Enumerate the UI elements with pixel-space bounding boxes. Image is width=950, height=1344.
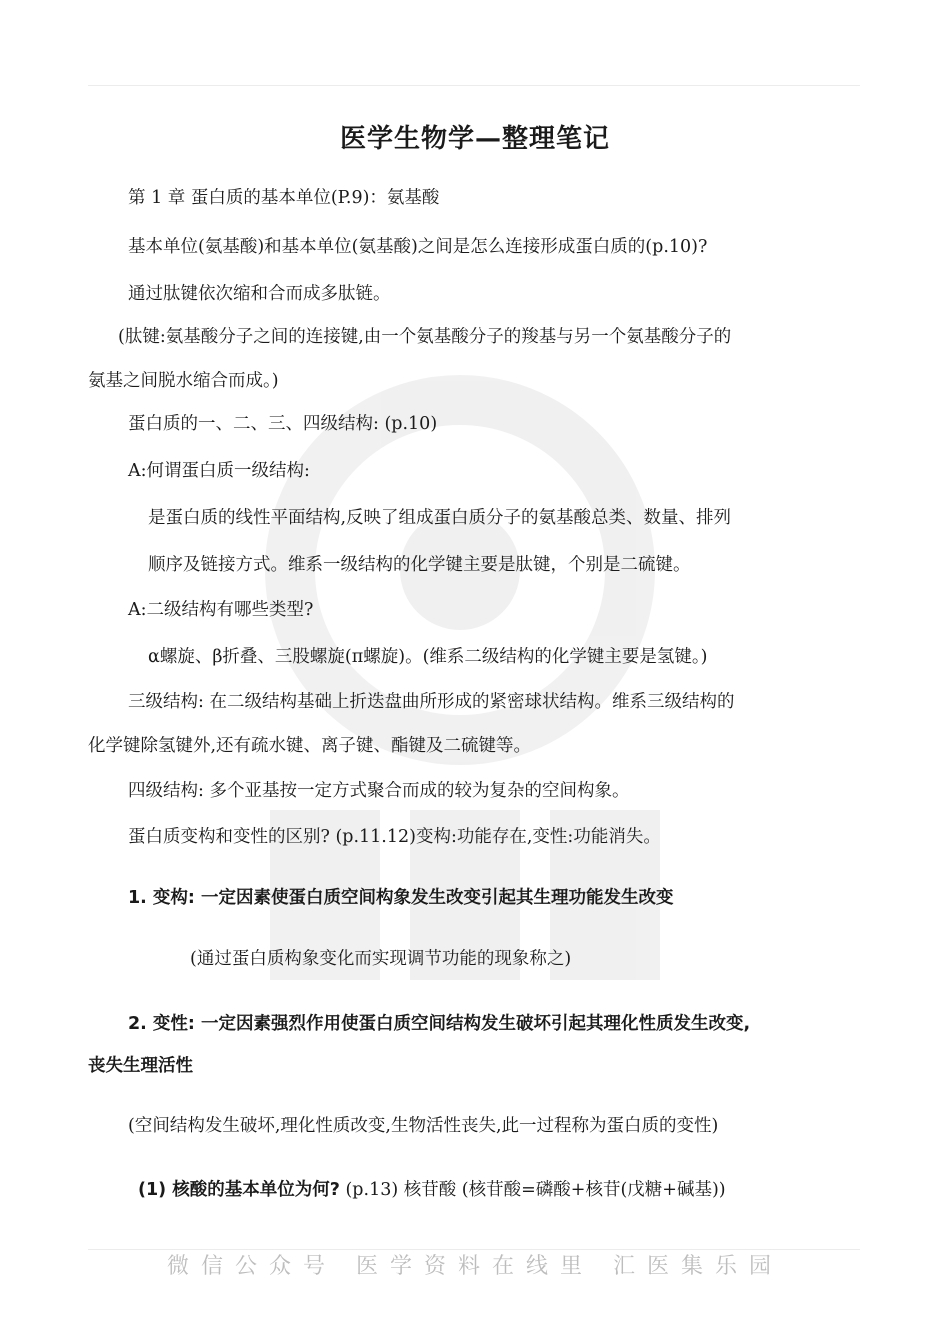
question: A:何谓蛋白质一级结构: [128, 461, 310, 481]
paragraph: 三级结构: 在二级结构基础上折迭盘曲所形成的紧密球状结构。维系三级结构的 [128, 692, 735, 712]
paragraph: 是蛋白质的线性平面结构,反映了组成蛋白质分子的氨基酸总类、数量、排列 [148, 508, 732, 528]
page-title: 医学生物学—整理笔记 [339, 124, 610, 154]
paragraph: 基本单位(氨基酸)和基本单位(氨基酸)之间是怎么连接形成蛋白质的(p.10)? [128, 237, 708, 257]
paragraph: (通过蛋白质构象变化而实现调节功能的现象称之) [190, 949, 572, 969]
paragraph: 顺序及链接方式。维系一级结构的化学键主要是肽键，个别是二硫键。 [148, 555, 691, 575]
paragraph: (空间结构发生破坏,理化性质改变,生物活性丧失,此一过程称为蛋白质的变性) [128, 1116, 719, 1136]
chapter-heading: 第 1 章 蛋白质的基本单位(P.9)：氨基酸 [128, 188, 440, 208]
question-bold: (1) 核酸的基本单位为何? [138, 1180, 340, 1200]
top-rule [88, 85, 860, 86]
bold-heading: 1. 变构: 一定因素使蛋白质空间构象发生改变引起其生理功能发生改变 [128, 888, 674, 908]
paragraph: 化学键除氢键外,还有疏水键、离子键、酯键及二硫键等。 [88, 736, 532, 756]
paragraph: 通过肽键依次缩和合而成多肽链。 [128, 284, 391, 304]
paragraph: 四级结构: 多个亚基按一定方式聚合而成的较为复杂的空间构象。 [128, 781, 630, 801]
footer-text: 微信公众号 医学资料在线里 汇医集乐园 [167, 1254, 783, 1279]
paragraph: (肽键:氨基酸分子之间的连接键,由一个氨基酸分子的羧基与另一个氨基酸分子的 [118, 327, 732, 347]
question: A:二级结构有哪些类型? [128, 600, 314, 620]
question-line [138, 1178, 726, 1202]
question-answer: (p.13) 核苷酸 (核苷酸=磷酸+核苷(戊糖+碱基)) [339, 1180, 726, 1200]
paragraph: 氨基之间脱水缩合而成。) [88, 371, 279, 391]
section-heading: 蛋白质的一、二、三、四级结构: (p.10) [128, 414, 438, 434]
bold-heading: 2. 变性: 一定因素强烈作用使蛋白质空间结构发生破坏引起其理化性质发生改变, [128, 1014, 751, 1034]
paragraph: α螺旋、β折叠、三股螺旋(π螺旋)。(维系二级结构的化学键主要是氢键。) [148, 647, 708, 667]
bold-heading: 丧失生理活性 [88, 1056, 193, 1076]
bottom-rule [88, 1249, 860, 1250]
paragraph: 蛋白质变构和变性的区别? (p.11.12)变构:功能存在,变性:功能消失。 [128, 827, 661, 847]
